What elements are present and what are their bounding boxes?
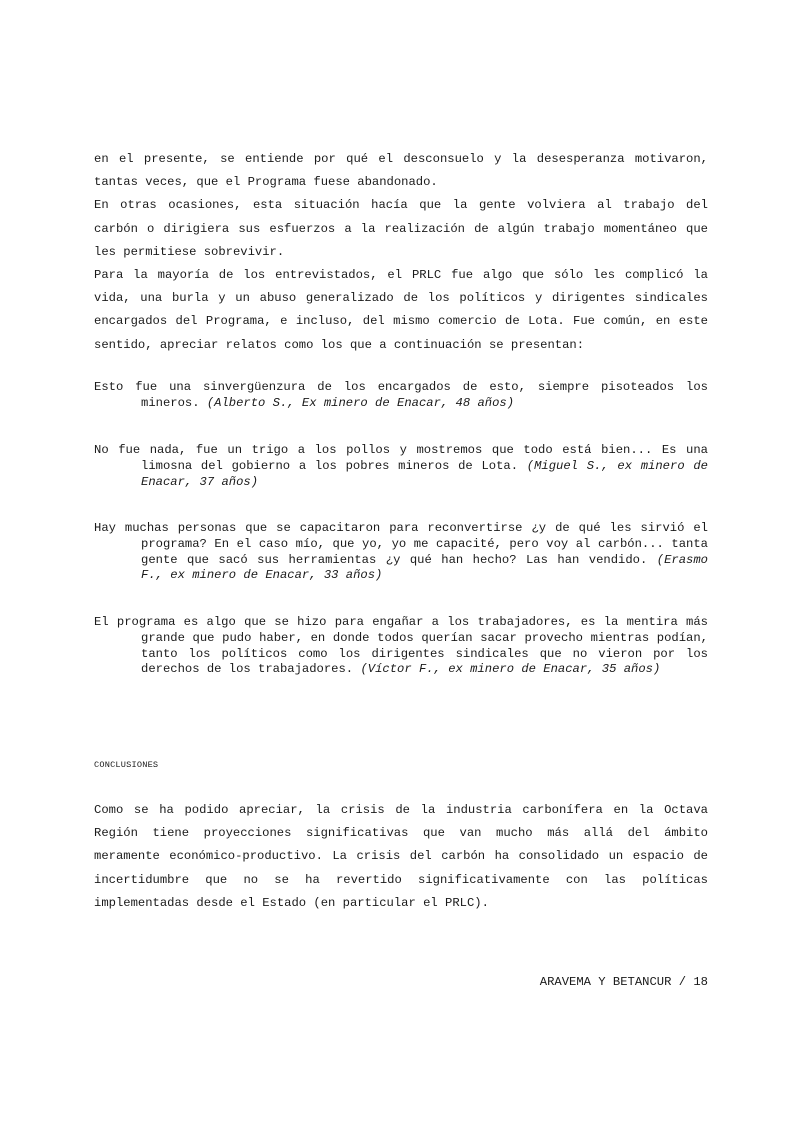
quote-1-text: Esto fue una sinvergüenzura de los encargados de esto, siempre pisoteados los mineros. <box>94 380 708 410</box>
quote-2-attribution: (Miguel S., ex minero de Enacar, 37 años) <box>141 458 708 489</box>
conclusion-text-block <box>94 799 708 915</box>
conclusion-paragraph: Como se ha podido apreciar, la crisis de la industria carbonífera en la Octava Región tiene proyecciones significativas que van mucho más allá del ámbito meramente económico-productivo. La crisis del carbón ha consolidado un espacio de incertidumbre que no se ha revertido significativamente con las políticas implementadas desde el Estado (en particular el PRLC). <box>94 803 708 910</box>
quote-3-text: Hay muchas personas que se capacitaron para reconvertirse ¿y de qué les sirvió el programa? En el caso mío, que yo, yo me capacité, pero voy al carbón... tanta gente que sacó sus herramientas ¿y qué han hecho? Las han vendido. <box>94 521 708 567</box>
quote-4 <box>94 615 708 678</box>
quote-2 <box>94 443 708 490</box>
quote-2-text: No fue nada, fue un trigo a los pollos y mostremos que todo está bien... Es una limosna del gobierno a los pobres mineros de Lota. <box>94 443 708 473</box>
quote-4-attribution: (Víctor F., ex minero de Enacar, 35 años) <box>360 662 661 677</box>
quote-3-attribution: (Erasmo F., ex minero de Enacar, 33 años) <box>141 552 708 583</box>
quote-4-text: El programa es algo que se hizo para engañar a los trabajadores, es la mentira más grande que pudo haber, en donde todos querían sacar provecho mientras podían, tanto los políticos como los dirigentes sindicales que no vieron por los derechos de los trabajadores. <box>94 615 708 677</box>
paragraph-2: En otras ocasiones, esta situación hacía que la gente volviera al trabajo del carbón o dirigiera sus esfuerzos a la realización de algún trabajo momentáneo que les permitiese sobrevivir. <box>94 198 708 259</box>
intro-text-block <box>94 148 708 357</box>
paragraph-3: Para la mayoría de los entrevistados, el PRLC fue algo que sólo les complicó la vida, una burla y un abuso generalizado de los políticos y dirigentes sindicales encargados del Programa, e incluso, del mismo comercio de Lota. Fue común, en este sentido, apreciar relatos como los que a continuación se presentan: <box>94 268 708 352</box>
section-heading: CONCLUSIONES <box>94 760 159 770</box>
quote-1 <box>94 380 708 412</box>
paragraph-1: en el presente, se entiende por qué el desconsuelo y la desesperanza motivaron, tantas veces, que el Programa fuese abandonado. <box>94 152 708 190</box>
quote-1-attribution: (Alberto S., Ex minero de Enacar, 48 años) <box>206 395 515 410</box>
quote-3 <box>94 521 708 584</box>
page-footer: ARAVEMA Y BETANCUR / 18 <box>539 975 708 989</box>
